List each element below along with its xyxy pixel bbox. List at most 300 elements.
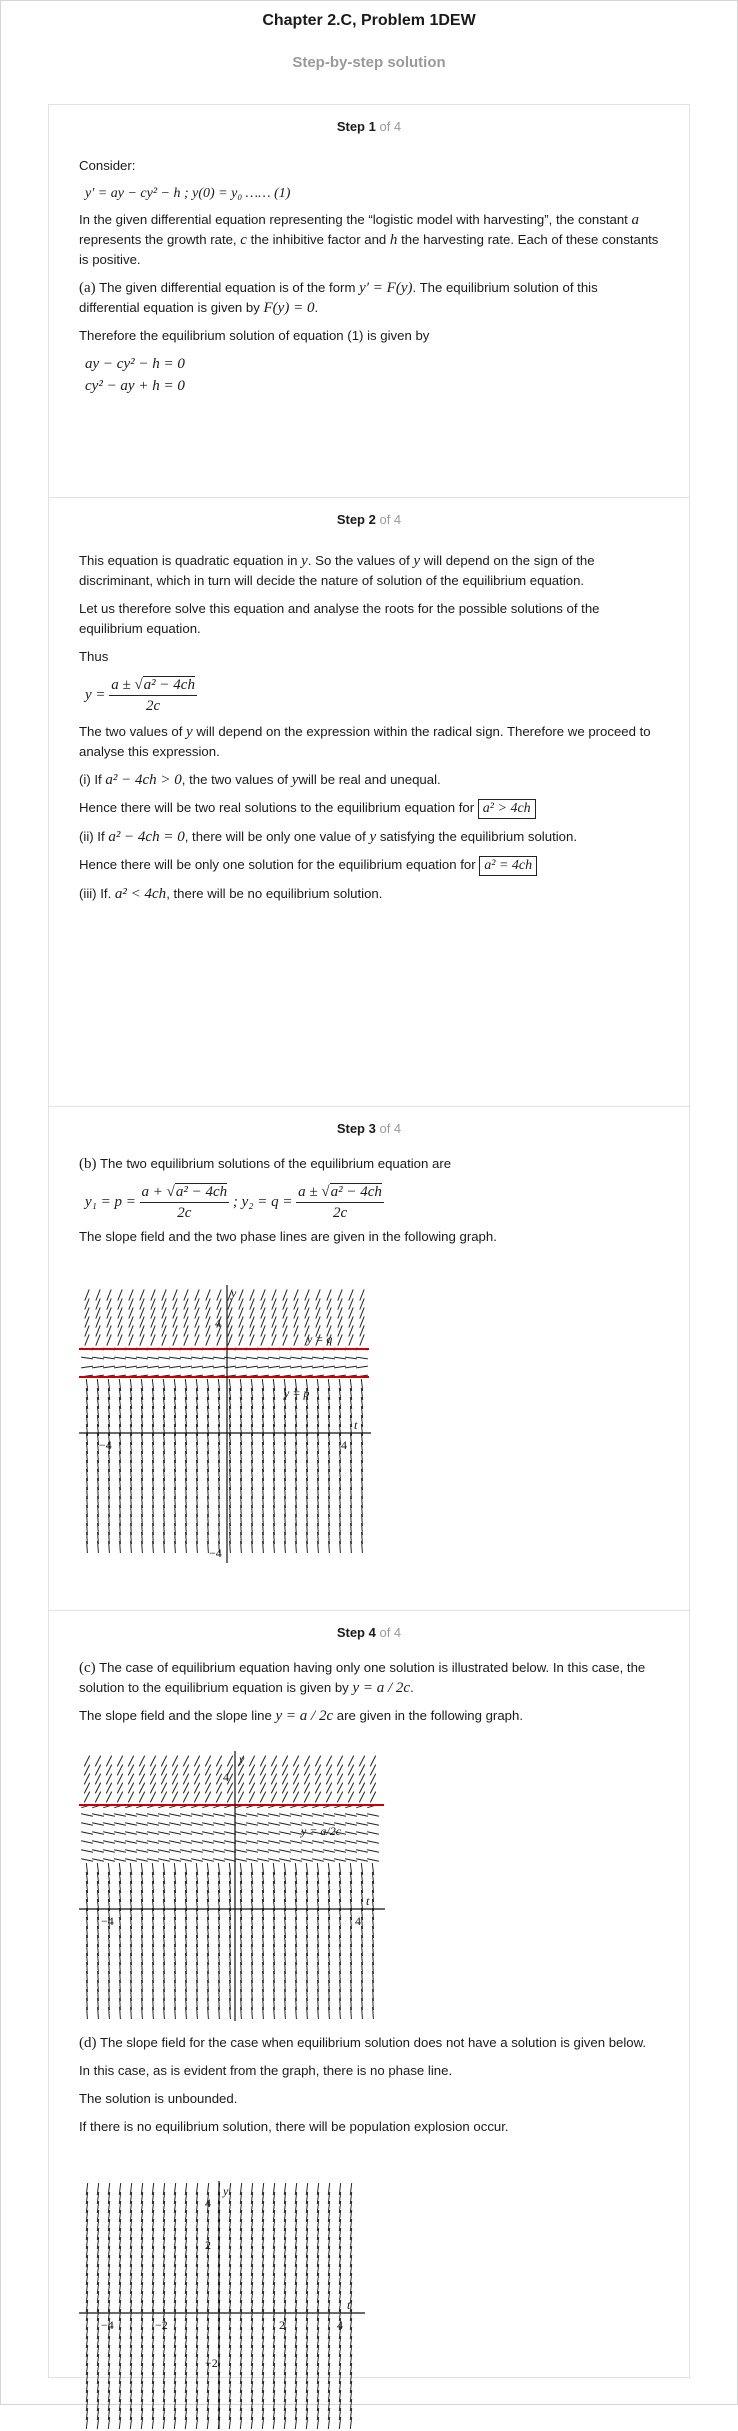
slope-segment: [125, 1814, 137, 1816]
slope-segment: [312, 1814, 324, 1816]
slope-segment: [260, 1783, 265, 1794]
tick-t-neg4: −4: [99, 1438, 112, 1452]
slope-segment: [246, 1357, 258, 1359]
slope-segment: [92, 1357, 104, 1359]
part-c-text: (c) The case of equilibrium equation having only one solution is illustrated below. In this case, the solution to the equilibrium equation is given by y = a / 2c.: [79, 1660, 646, 1696]
slope-segment: [315, 1774, 320, 1785]
slope-segment: [246, 1366, 258, 1368]
slope-segment: [158, 1814, 170, 1816]
quadratic-formula: y = $\frac{\text{a ± √a² − 4ch}}{2c}$: [85, 677, 195, 714]
slope-segment: [304, 1774, 309, 1785]
slope-segment: [106, 1783, 111, 1794]
slope-segment: [312, 1850, 324, 1852]
slope-segment: [92, 1814, 104, 1816]
slope-segment: [136, 1823, 148, 1825]
slope-segment: [180, 1366, 192, 1368]
slope-segment: [326, 1756, 331, 1767]
step-1: [49, 105, 689, 497]
slope-segment: [279, 1859, 291, 1861]
slope-segment: [367, 1859, 379, 1861]
slope-segment: [356, 1841, 368, 1843]
slope-segment: [191, 1823, 203, 1825]
slope-segment: [139, 1783, 144, 1794]
slope-segment: [81, 1814, 93, 1816]
slope-segment: [180, 1841, 192, 1843]
slope-segment: [81, 1841, 93, 1843]
slope-segment: [194, 1765, 199, 1776]
slope-segment: [348, 1756, 353, 1767]
answer-box-2: a² = 4ch: [479, 856, 537, 876]
slope-segment: [268, 1357, 280, 1359]
slope-segment: [312, 1357, 324, 1359]
slope-segment: [202, 1823, 214, 1825]
slope-segment: [128, 1783, 133, 1794]
slope-segment: [348, 1774, 353, 1785]
slope-segment: [114, 1841, 126, 1843]
slope-segment: [257, 1357, 269, 1359]
slope-segment: [213, 1850, 225, 1852]
slope-segment: [323, 1850, 335, 1852]
slope-segment: [249, 1756, 254, 1767]
slope-segment: [238, 1774, 243, 1785]
slope-segment: [345, 1823, 357, 1825]
tick-t: 4: [337, 2318, 343, 2332]
y-axis-label: y: [223, 2184, 229, 2198]
slope-segment: [183, 1783, 188, 1794]
slope-segment: [337, 1792, 342, 1803]
slope-segment: [268, 1850, 280, 1852]
slope-segment: [268, 1859, 280, 1861]
part-a-text: (a) The given differential equation is of the form y′ = F(y). The equilibrium solution of this differential equation is given by F(y) = 0.: [79, 280, 598, 316]
tick-t-4: 4: [341, 1438, 347, 1452]
slope-segment: [216, 1774, 221, 1785]
slope-segment: [312, 1859, 324, 1861]
slope-segment: [337, 1756, 342, 1767]
slope-segment: [194, 1792, 199, 1803]
slope-segment: [345, 1859, 357, 1861]
slope-segment: [169, 1832, 181, 1834]
hence-2: Hence there will be only one solution for the equilibrium equation for a² = 4ch: [79, 855, 659, 876]
slope-segment: [161, 1774, 166, 1785]
slope-segment: [180, 1850, 192, 1852]
slope-segment: [147, 1823, 159, 1825]
slope-segment: [257, 1823, 269, 1825]
step-3-header: Step 3 of 4: [336, 1121, 402, 1136]
slope-segment: [246, 1859, 258, 1861]
slope-segment: [180, 1823, 192, 1825]
slope-segment: [356, 1814, 368, 1816]
slope-segment: [169, 1814, 181, 1816]
slope-segment: [194, 1774, 199, 1785]
slope-segment: [323, 1841, 335, 1843]
slope-segment: [125, 1366, 137, 1368]
slope-segment: [191, 1859, 203, 1861]
slope-segment: [334, 1850, 346, 1852]
slope-line-intro: The slope field and the slope line y = a / 2c are given in the following graph.: [79, 1708, 523, 1724]
slope-segment: [216, 1765, 221, 1776]
slope-segment: [268, 1366, 280, 1368]
slope-segment: [172, 1756, 177, 1767]
slope-segment: [202, 1832, 214, 1834]
slope-segment: [235, 1357, 247, 1359]
tick-t-neg4: −4: [101, 1914, 114, 1928]
slope-segment: [304, 1756, 309, 1767]
slope-segment: [147, 1850, 159, 1852]
slope-segment: [180, 1859, 192, 1861]
slope-segment: [293, 1783, 298, 1794]
slope-segment: [235, 1366, 247, 1368]
slope-segment: [238, 1783, 243, 1794]
label-y-eq-q: y = q: [307, 1332, 333, 1346]
slope-segment: [103, 1832, 115, 1834]
slope-segment: [147, 1832, 159, 1834]
slope-segment: [81, 1832, 93, 1834]
slope-segment: [150, 1756, 155, 1767]
slope-segment: [370, 1783, 375, 1794]
slope-segment: [334, 1357, 346, 1359]
tick-t-4: 4: [355, 1914, 361, 1928]
slope-segment: [147, 1859, 159, 1861]
slope-segment: [103, 1823, 115, 1825]
slope-segment: [249, 1792, 254, 1803]
slope-segment: [260, 1774, 265, 1785]
no-phase-line: In this case, as is evident from the graph, there is no phase line.: [79, 2063, 453, 2078]
y-axis-label: y: [231, 1286, 237, 1300]
slope-segment: [315, 1792, 320, 1803]
slope-segment: [367, 1841, 379, 1843]
slope-segment: [337, 1765, 342, 1776]
slope-segment: [161, 1783, 166, 1794]
slope-segment: [213, 1366, 225, 1368]
slope-segment: [180, 1357, 192, 1359]
slope-segment: [246, 1814, 258, 1816]
slope-segment: [139, 1765, 144, 1776]
thus-label: Thus: [79, 649, 109, 664]
slope-segment: [183, 1792, 188, 1803]
slope-segment: [81, 1850, 93, 1852]
step-1-header: Step 1 of 4: [336, 119, 402, 134]
page-subtitle: Step-by-step solution: [292, 54, 446, 71]
slope-segment: [279, 1357, 291, 1359]
slope-segment: [290, 1859, 302, 1861]
slope-segment: [139, 1756, 144, 1767]
slope-segment: [315, 1756, 320, 1767]
slope-segment: [106, 1756, 111, 1767]
slope-segment: [158, 1832, 170, 1834]
slope-segment: [224, 1814, 236, 1816]
slope-segment: [205, 1756, 210, 1767]
slope-segment: [183, 1765, 188, 1776]
slope-segment: [279, 1841, 291, 1843]
slope-segment: [279, 1850, 291, 1852]
slope-segment: [117, 1783, 122, 1794]
tick-y-neg4: −4: [209, 1546, 222, 1560]
slope-segment: [169, 1357, 181, 1359]
slope-segment: [172, 1774, 177, 1785]
slope-segment: [260, 1765, 265, 1776]
slope-segment: [345, 1814, 357, 1816]
slope-segment: [282, 1765, 287, 1776]
slope-segment: [103, 1357, 115, 1359]
slope-segment: [125, 1841, 137, 1843]
part-d-text: (d) The slope field for the case when equilibrium solution does not have a solution is given below.: [79, 2035, 647, 2051]
step-2: [49, 498, 689, 1106]
slope-segment: [147, 1841, 159, 1843]
slope-segment: [249, 1783, 254, 1794]
slope-segment: [367, 1832, 379, 1834]
slope-field-graph-2: [79, 1751, 389, 2023]
slope-segment: [367, 1850, 379, 1852]
slope-segment: [323, 1366, 335, 1368]
slope-segment: [139, 1774, 144, 1785]
equation-2: ay − cy² − h = 0: [85, 356, 185, 372]
slope-segment: [224, 1366, 236, 1368]
slope-segment: [359, 1756, 364, 1767]
slope-segment: [81, 1823, 93, 1825]
slope-segment: [290, 1814, 302, 1816]
slope-segment: [158, 1850, 170, 1852]
slope-segment: [268, 1841, 280, 1843]
slope-segment: [95, 1783, 100, 1794]
slope-segment: [147, 1357, 159, 1359]
slope-segment: [301, 1859, 313, 1861]
slope-segment: [202, 1859, 214, 1861]
slope-field-graph-1: [79, 1285, 379, 1565]
slope-segment: [125, 1357, 137, 1359]
slope-segment: [301, 1366, 313, 1368]
slope-segment: [334, 1366, 346, 1368]
slope-segment: [268, 1823, 280, 1825]
slope-segment: [95, 1774, 100, 1785]
slope-segment: [257, 1859, 269, 1861]
slope-segment: [268, 1832, 280, 1834]
slope-segment: [238, 1765, 243, 1776]
slope-segment: [92, 1366, 104, 1368]
slope-segment: [356, 1859, 368, 1861]
slope-segment: [114, 1366, 126, 1368]
slope-segment: [202, 1366, 214, 1368]
slope-segment: [290, 1366, 302, 1368]
slope-segment: [359, 1774, 364, 1785]
slope-segment: [92, 1850, 104, 1852]
explosion-text: If there is no equilibrium solution, there will be population explosion occur.: [79, 2119, 509, 2134]
slope-segment: [224, 1832, 236, 1834]
slope-segment: [323, 1814, 335, 1816]
slope-segment: [205, 1765, 210, 1776]
slope-segment: [334, 1859, 346, 1861]
slope-segment: [114, 1832, 126, 1834]
slope-segment: [301, 1841, 313, 1843]
tick-t: −4: [101, 2318, 114, 2332]
slope-segment: [224, 1850, 236, 1852]
hence-1: Hence there will be two real solutions to the equilibrium equation for a² > 4ch: [79, 798, 659, 819]
slope-segment: [235, 1850, 247, 1852]
equation-3: cy² − ay + h = 0: [85, 378, 185, 394]
slope-segment: [150, 1765, 155, 1776]
slope-segment: [323, 1357, 335, 1359]
y-axis-label: y: [239, 1752, 245, 1766]
tick-y: 4: [205, 2196, 211, 2210]
slope-segment: [304, 1783, 309, 1794]
slope-segment: [345, 1357, 357, 1359]
slope-segment: [326, 1774, 331, 1785]
slope-segment: [213, 1832, 225, 1834]
slope-segment: [213, 1357, 225, 1359]
slope-segment: [191, 1814, 203, 1816]
case-3: (iii) If. a² < 4ch, there will be no equilibrium solution.: [79, 886, 383, 902]
slope-segment: [191, 1366, 203, 1368]
slope-segment: [257, 1832, 269, 1834]
slope-segment: [114, 1859, 126, 1861]
step-4-header: Step 4 of 4: [336, 1625, 402, 1640]
slope-segment: [293, 1774, 298, 1785]
slope-segment: [136, 1841, 148, 1843]
slope-segment: [92, 1823, 104, 1825]
slope-segment: [81, 1859, 93, 1861]
slope-segment: [117, 1756, 122, 1767]
slope-segment: [147, 1366, 159, 1368]
slope-segment: [125, 1823, 137, 1825]
slope-segment: [202, 1841, 214, 1843]
slope-segment: [213, 1823, 225, 1825]
graph-intro: The slope field and the two phase lines are given in the following graph.: [79, 1229, 497, 1244]
slope-segment: [95, 1756, 100, 1767]
slope-segment: [370, 1792, 375, 1803]
slope-segment: [183, 1756, 188, 1767]
slope-segment: [348, 1792, 353, 1803]
step-4: [49, 1611, 689, 2377]
slope-segment: [139, 1792, 144, 1803]
slope-segment: [114, 1357, 126, 1359]
t-axis-label: t: [354, 1418, 358, 1432]
slope-segment: [216, 1783, 221, 1794]
slope-segment: [290, 1841, 302, 1843]
slope-segment: [180, 1814, 192, 1816]
slope-segment: [158, 1823, 170, 1825]
tick-t: 2: [279, 2318, 285, 2332]
slope-segment: [169, 1841, 181, 1843]
slope-segment: [95, 1765, 100, 1776]
slope-segment: [158, 1859, 170, 1861]
unbounded-text: The solution is unbounded.: [79, 2091, 238, 2106]
slope-segment: [290, 1357, 302, 1359]
slope-segment: [81, 1366, 93, 1368]
slope-segment: [114, 1823, 126, 1825]
slope-segment: [194, 1756, 199, 1767]
slope-segment: [103, 1850, 115, 1852]
slope-segment: [334, 1814, 346, 1816]
equilibrium-solutions: y₁ = p = $\frac{\text{a + √a² − 4ch}}{2c}$ ; y₂ = q = $\frac{\text{a ± √a² − 4ch}}{2c}$: [85, 1184, 382, 1221]
slope-segment: [326, 1792, 331, 1803]
slope-segment: [282, 1783, 287, 1794]
slope-segment: [169, 1859, 181, 1861]
slope-segment: [224, 1859, 236, 1861]
slope-segment: [202, 1814, 214, 1816]
slope-segment: [227, 1756, 232, 1767]
slope-segment: [290, 1850, 302, 1852]
slope-segment: [235, 1814, 247, 1816]
slope-segment: [304, 1792, 309, 1803]
slope-segment: [323, 1859, 335, 1861]
slope-segment: [213, 1814, 225, 1816]
slope-segment: [136, 1832, 148, 1834]
slope-segment: [301, 1357, 313, 1359]
slope-segment: [312, 1841, 324, 1843]
equilibrium-intro: Therefore the equilibrium solution of equation (1) is given by: [79, 328, 430, 343]
slope-segment: [169, 1366, 181, 1368]
slope-segment: [312, 1366, 324, 1368]
slope-segment: [279, 1366, 291, 1368]
slope-segment: [81, 1357, 93, 1359]
step-3: [49, 1107, 689, 1610]
tick-y-4: 4: [223, 1770, 229, 1784]
slope-segment: [191, 1850, 203, 1852]
slope-segment: [191, 1841, 203, 1843]
slope-segment: [84, 1792, 89, 1803]
slope-segment: [84, 1765, 89, 1776]
slope-segment: [92, 1832, 104, 1834]
slope-segment: [125, 1850, 137, 1852]
slope-segment: [293, 1756, 298, 1767]
slope-segment: [370, 1765, 375, 1776]
slope-segment: [356, 1366, 368, 1368]
slope-segment: [150, 1783, 155, 1794]
slope-segment: [279, 1814, 291, 1816]
slope-segment: [92, 1841, 104, 1843]
slope-segment: [191, 1832, 203, 1834]
slope-segment: [345, 1841, 357, 1843]
t-axis-label: t: [366, 1894, 370, 1908]
slope-segment: [227, 1792, 232, 1803]
slope-segment: [359, 1765, 364, 1776]
tick-y: 2: [205, 2238, 211, 2252]
slope-segment: [136, 1859, 148, 1861]
slope-segment: [103, 1366, 115, 1368]
slope-segment: [216, 1792, 221, 1803]
model-description: In the given differential equation representing the “logistic model with harvesting”, the constant a represents the growth rate, c the inhibitive factor and h the harvesting rate. Each of these constants is positive.: [79, 212, 659, 267]
slope-segment: [161, 1792, 166, 1803]
slope-segment: [260, 1756, 265, 1767]
slope-segment: [235, 1859, 247, 1861]
tick-y: −2: [205, 2356, 218, 2370]
slope-segment: [103, 1814, 115, 1816]
slope-segment: [301, 1814, 313, 1816]
slope-segment: [238, 1792, 243, 1803]
slope-segment: [356, 1832, 368, 1834]
slope-segment: [337, 1783, 342, 1794]
slope-segment: [279, 1832, 291, 1834]
slope-segment: [169, 1823, 181, 1825]
slope-segment: [246, 1823, 258, 1825]
slope-segment: [282, 1774, 287, 1785]
slope-segment: [271, 1792, 276, 1803]
t-axis-label: t: [347, 2298, 351, 2312]
slope-segment: [84, 1756, 89, 1767]
slope-segment: [128, 1792, 133, 1803]
slope-segment: [194, 1783, 199, 1794]
slope-segment: [150, 1774, 155, 1785]
slope-segment: [345, 1850, 357, 1852]
slope-segment: [136, 1850, 148, 1852]
slope-segment: [260, 1792, 265, 1803]
slope-segment: [106, 1792, 111, 1803]
slope-segment: [224, 1823, 236, 1825]
slope-segment: [114, 1814, 126, 1816]
slope-segment: [169, 1850, 181, 1852]
slope-segment: [257, 1366, 269, 1368]
slope-segment: [337, 1774, 342, 1785]
slope-segment: [249, 1774, 254, 1785]
